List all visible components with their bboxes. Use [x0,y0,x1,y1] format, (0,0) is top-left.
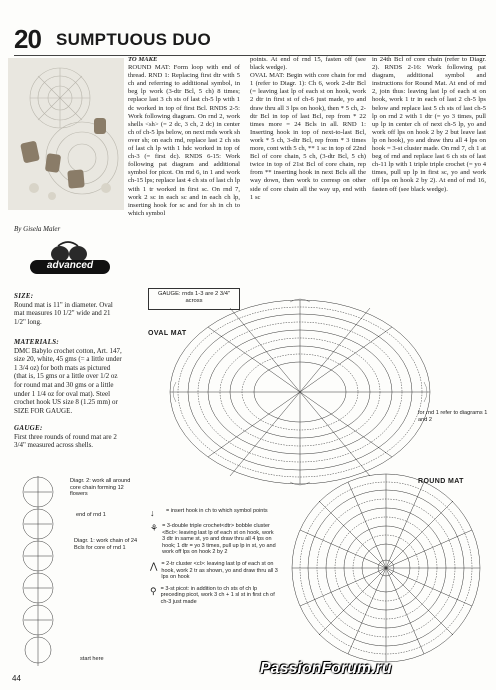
legend-text: = 3-st picot: in addition to ch sts of ch lp preceding picot, work 3 ch + 1 sl st in first ch of ch-3 just made [160,585,275,605]
rnd1-note: for rnd 1 refer to diagrams 1 and 2 [418,410,488,423]
badge-label: advanced [46,260,94,271]
materials-section [14,338,122,415]
start-here-note: start here [80,656,104,662]
diagram-2-note: Diagr. 2: work all around core chain forming 12 flowers [70,478,131,498]
doily-photo [8,58,124,210]
round-mat-instructions: ROUND MAT: Form loop with end of thread. RND 1: Replacing first dtr with 5 ch and referring to additional symbol, in beg lp work (3-dtr Bcl, 5 ch) 8 times; replace last 3 ch sts of last ch-5 lp with 1 dc worked in top of first Bcl. RNDS 2-5: Work following diagram. On rnd 2, work shells <sh> (= 2 dc, 3 ch, 2 dc) in center ch of ch-5 lps below, on next rnds work sh over sh; on each rnd, replace last 2 ch sts of last ch lp with 1 hdc worked in top of ch-3 (= first dc). RNDS 6-15: Work following pat diagram and additional symbol for picot. On rnd 6, in 1 and work ch-15 lps; replace last 4 ch sts of last ch lp with 1 tr worked in first sc. On rnd 7, work 2 sc in each sc and in each ch lp, inserting hook for sc and for sh in ch to which symbol [128,64,241,217]
arrow-icon: ↓ [150,508,155,518]
tr-cluster-icon: ⋀ [150,560,158,571]
size-text: Round mat is 11" in diameter. Oval mat measures 10 1/2" wide and 21 1/2" long. [14,300,113,326]
round-mat-label: ROUND MAT [418,478,464,485]
legend-row [150,561,278,581]
gauge-box: GAUGE: rnds 1-3 are 2 3/4" across [148,288,240,310]
oval-mat-label: OVAL MAT [148,330,187,337]
legend-text: = 3-double triple crochet<dtr> bobble cluster <Bcl>: leaving last lp of each st on hook, work 3 dtr in same st, yo and draw thru all 4 lps on hook; 1 dtr = yo 3 times, pull up lp in st, yo and work off lps on hook 2 by 2 [162,523,276,556]
instructions-column-3 [372,56,486,194]
end-of-round-1-note: end of rnd 1 [76,512,106,518]
round-mat-end-text: points. At end of rnd 15, fasten off (see black wedge). [250,56,366,72]
page-number-title: 20 [14,24,41,54]
size-section [14,292,122,326]
legend-text: = insert hook in ch to which symbol points [166,508,268,514]
instructions-column-1 [128,56,240,218]
to-make-heading: TO MAKE [128,56,158,63]
legend-text: = 2-tr cluster <cl>: leaving last lp of each st on hook, work 2 tr as shown, yo and draw thru all 3 lps on hook [161,560,278,581]
materials-text: DMC Babylo crochet cotton, Art. 147, size 20, white, 45 gms (= a little under 1 3/4 oz) for both mats as pictured (that is, 15 gms or a little over 1/2 oz for round mat and 30 gms or a little under 1 1/4 oz for oval mat). Steel crochet hook US size 8 (1.25 mm) or SIZE FOR GAUGE. [14,346,122,415]
designer-credit: By Gisela Maler [14,225,61,233]
difficulty-badge [28,238,112,284]
round-mat-diagram [286,468,486,668]
core-chain-diagram [18,476,58,666]
watermark: PassionForum.ru [260,660,392,677]
page-number: 44 [12,674,21,683]
materials-heading: MATERIALS: [14,338,60,346]
picot-icon: ⚲ [150,585,157,596]
continued-instructions: in 24th Bcl of core chain (refer to Diagr. 2). RNDS 2-16: Work following pat diagram, additional symbol and instructions for Round Mat. At end of rnd 2, join thus: leaving last lp of each st on hook, work 1 tr in each of last 2 ch-5 lps below and replace last 5 ch sts of last ch-5 lp on rnd 2 with 1 dtr (= yo 3 times, pull up lp in center ch of next ch-5 lp, yo and work off lps on hook 2 by 2 but leave last lp on hook), yo and draw thru all 4 lps on hook = 3-st cluster made. On rnd 7, ch 1 at beg of rnd and replace last 6 ch sts of last ch-11 lp with 1 triple triple crochet (= yo 4 times, pull up lp in first sc, yo and work off lps on hook 2 by 2). At end of rnd 16, fasten off (see black wedge). [372,56,486,193]
bobble-cluster-icon: ⚘ [150,523,159,533]
size-heading: SIZE: [14,292,34,300]
legend-row [150,508,278,518]
legend-row [150,523,278,556]
symbol-legend [150,508,278,606]
page-title: SUMPTUOUS DUO [56,30,212,49]
oval-mat-instructions: OVAL MAT: Begin with core chain for rnd 1 (refer to Diagr. 1): Ch 6, work 2-dtr Bcl (= leaving last lp of each st on hook, work 2 dtr in first st of ch-6 just made, yo and draw thru all 3 lps on hook), then * 5 ch, 2-dtr Bcl in top of last Bcl, rep from * 22 times more = 24 Bcls in all. RND 1: Inserting hook in top of next-to-last Bcl, work * 5 ch, 3-dtr Bcl, rep from * 3 times more, cont with 5 ch, ** 1 sc in top of 22nd Bcl of core chain, 5 ch, (3-dtr Bcl, 5 ch) twice in top of 21st Bcl of core chain, rep from ** inserting hook in next Bcls all the way down, then work to corresp on other side of core chain all the way up, end with 1 sc [250,72,366,201]
gauge-text: First three rounds of round mat are 2 3/4" measured across shells. [14,432,117,450]
legend-row [150,586,278,606]
gauge-section [14,424,122,450]
instructions-column-2 [250,56,366,202]
diagram-1-note: Diagr. 1: work chain of 24 Bcls for core of rnd 1 [74,538,138,551]
gauge-heading: GAUGE: [14,424,43,432]
